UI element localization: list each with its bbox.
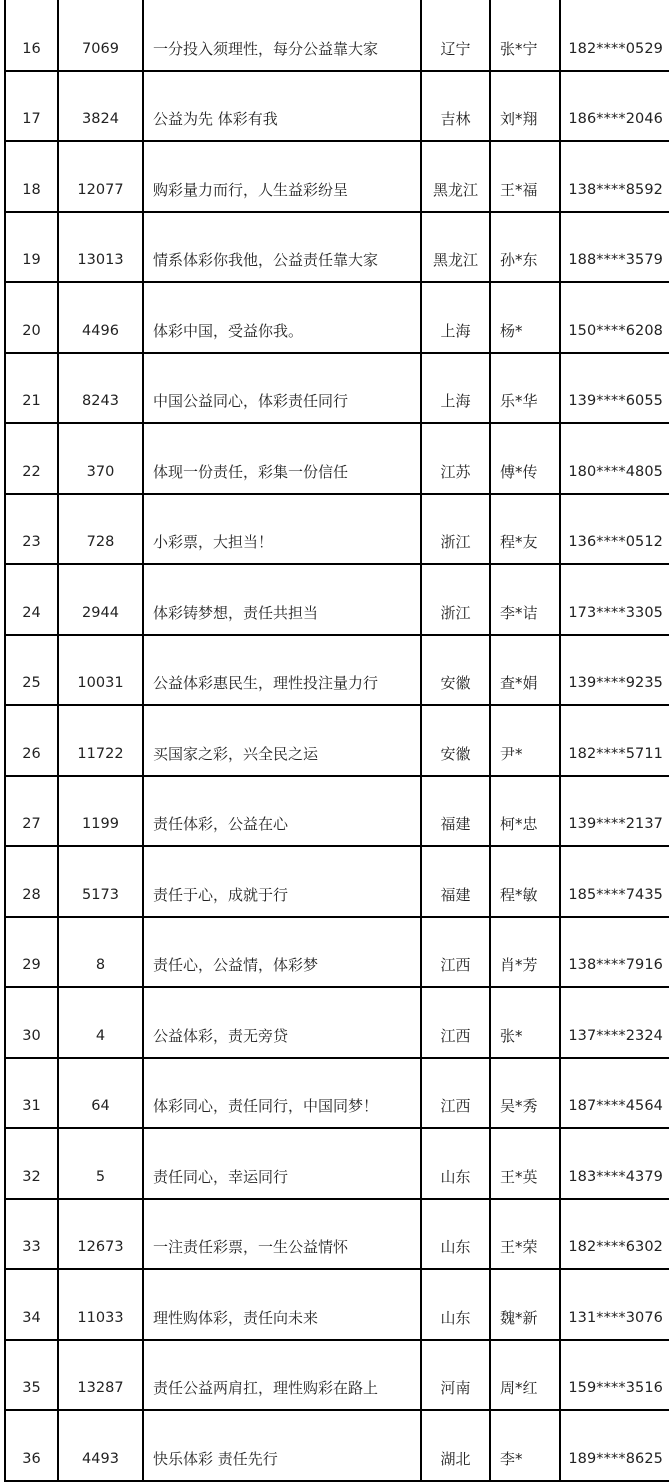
province-cell: 上海	[421, 353, 490, 424]
name-cell: 周*红	[490, 1340, 560, 1411]
province-cell: 山东	[421, 1269, 490, 1340]
table-row	[5, 423, 669, 494]
entry-number-cell: 13013	[58, 212, 143, 283]
entry-number-cell: 10031	[58, 635, 143, 706]
table-row	[5, 353, 669, 424]
province-cell: 浙江	[421, 494, 490, 565]
table-row	[5, 1128, 669, 1199]
province-cell: 安徽	[421, 635, 490, 706]
row-index-cell: 27	[5, 776, 58, 847]
table-row	[5, 1410, 669, 1481]
province-cell: 湖北	[421, 1410, 490, 1481]
row-index-cell: 35	[5, 1340, 58, 1411]
slogan-cell: 公益体彩，责无旁贷	[143, 987, 421, 1058]
entry-number-cell: 11722	[58, 705, 143, 776]
name-cell: 尹*	[490, 705, 560, 776]
slogan-cell: 小彩票，大担当！	[143, 494, 421, 565]
name-cell: 王*福	[490, 141, 560, 212]
row-index-cell: 32	[5, 1128, 58, 1199]
phone-cell: 182****5711	[560, 705, 669, 776]
entry-number-cell: 11033	[58, 1269, 143, 1340]
province-cell: 辽宁	[421, 0, 490, 71]
entry-number-cell: 4493	[58, 1410, 143, 1481]
entry-number-cell: 64	[58, 1058, 143, 1129]
province-cell: 江苏	[421, 423, 490, 494]
table-body	[5, 0, 669, 1481]
entry-number-cell: 8243	[58, 353, 143, 424]
phone-cell: 138****7916	[560, 917, 669, 988]
entry-number-cell: 728	[58, 494, 143, 565]
phone-cell: 185****7435	[560, 846, 669, 917]
entry-number-cell: 12673	[58, 1199, 143, 1270]
phone-cell: 139****2137	[560, 776, 669, 847]
province-cell: 黑龙江	[421, 141, 490, 212]
name-cell: 魏*新	[490, 1269, 560, 1340]
slogan-cell: 体彩中国，受益你我。	[143, 282, 421, 353]
slogan-cell: 体彩同心，责任同行，中国同梦！	[143, 1058, 421, 1129]
row-index-cell: 20	[5, 282, 58, 353]
slogan-cell: 购彩量力而行，人生益彩纷呈	[143, 141, 421, 212]
table-row	[5, 1269, 669, 1340]
phone-cell: 150****6208	[560, 282, 669, 353]
name-cell: 查*娟	[490, 635, 560, 706]
table-row	[5, 1199, 669, 1270]
slogan-cell: 公益体彩惠民生，理性投注量力行	[143, 635, 421, 706]
row-index-cell: 26	[5, 705, 58, 776]
row-index-cell: 33	[5, 1199, 58, 1270]
phone-cell: 186****2046	[560, 71, 669, 142]
phone-cell: 137****2324	[560, 987, 669, 1058]
name-cell: 吴*秀	[490, 1058, 560, 1129]
slogan-cell: 一注责任彩票，一生公益情怀	[143, 1199, 421, 1270]
entry-number-cell: 7069	[58, 0, 143, 71]
province-cell: 福建	[421, 846, 490, 917]
row-index-cell: 29	[5, 917, 58, 988]
province-cell: 福建	[421, 776, 490, 847]
row-index-cell: 34	[5, 1269, 58, 1340]
phone-cell: 159****3516	[560, 1340, 669, 1411]
phone-cell: 139****9235	[560, 635, 669, 706]
entry-number-cell: 2944	[58, 564, 143, 635]
name-cell: 柯*忠	[490, 776, 560, 847]
province-cell: 江西	[421, 987, 490, 1058]
phone-cell: 183****4379	[560, 1128, 669, 1199]
entry-number-cell: 3824	[58, 71, 143, 142]
phone-cell: 136****0512	[560, 494, 669, 565]
phone-cell: 131****3076	[560, 1269, 669, 1340]
slogan-cell: 理性购体彩，责任向未来	[143, 1269, 421, 1340]
province-cell: 吉林	[421, 71, 490, 142]
entry-number-cell: 5173	[58, 846, 143, 917]
table-row	[5, 494, 669, 565]
table-row	[5, 917, 669, 988]
table-row	[5, 0, 669, 71]
row-index-cell: 24	[5, 564, 58, 635]
province-cell: 上海	[421, 282, 490, 353]
slogan-cell: 责任于心，成就于行	[143, 846, 421, 917]
table-row	[5, 635, 669, 706]
province-cell: 山东	[421, 1128, 490, 1199]
phone-cell: 138****8592	[560, 141, 669, 212]
table-row	[5, 282, 669, 353]
name-cell: 张*宁	[490, 0, 560, 71]
slogan-cell: 买国家之彩，兴全民之运	[143, 705, 421, 776]
province-cell: 安徽	[421, 705, 490, 776]
entry-number-cell: 5	[58, 1128, 143, 1199]
row-index-cell: 30	[5, 987, 58, 1058]
table-row	[5, 564, 669, 635]
table-row	[5, 705, 669, 776]
name-cell: 李*诘	[490, 564, 560, 635]
row-index-cell: 19	[5, 212, 58, 283]
slogan-cell: 快乐体彩 责任先行	[143, 1410, 421, 1481]
phone-cell: 187****4564	[560, 1058, 669, 1129]
phone-cell: 189****8625	[560, 1410, 669, 1481]
row-index-cell: 22	[5, 423, 58, 494]
slogan-cell: 一分投入须理性，每分公益靠大家	[143, 0, 421, 71]
phone-cell: 182****0529	[560, 0, 669, 71]
entry-number-cell: 13287	[58, 1340, 143, 1411]
row-index-cell: 23	[5, 494, 58, 565]
entry-number-cell: 4	[58, 987, 143, 1058]
slogan-cell: 公益为先 体彩有我	[143, 71, 421, 142]
name-cell: 乐*华	[490, 353, 560, 424]
province-cell: 江西	[421, 917, 490, 988]
row-index-cell: 31	[5, 1058, 58, 1129]
name-cell: 傅*传	[490, 423, 560, 494]
entry-number-cell: 4496	[58, 282, 143, 353]
table-row	[5, 987, 669, 1058]
slogan-cell: 责任同心，幸运同行	[143, 1128, 421, 1199]
phone-cell: 180****4805	[560, 423, 669, 494]
name-cell: 肖*芳	[490, 917, 560, 988]
slogan-cell: 情系体彩你我他，公益责任靠大家	[143, 212, 421, 283]
table-row	[5, 846, 669, 917]
entry-number-cell: 370	[58, 423, 143, 494]
name-cell: 刘*翔	[490, 71, 560, 142]
name-cell: 王*荣	[490, 1199, 560, 1270]
row-index-cell: 36	[5, 1410, 58, 1481]
province-cell: 河南	[421, 1340, 490, 1411]
entry-number-cell: 12077	[58, 141, 143, 212]
table-row	[5, 141, 669, 212]
name-cell: 程*友	[490, 494, 560, 565]
slogan-cell: 体现一份责任，彩集一份信任	[143, 423, 421, 494]
phone-cell: 139****6055	[560, 353, 669, 424]
name-cell: 王*英	[490, 1128, 560, 1199]
province-cell: 黑龙江	[421, 212, 490, 283]
row-index-cell: 28	[5, 846, 58, 917]
name-cell: 李*	[490, 1410, 560, 1481]
table-row	[5, 776, 669, 847]
slogan-cell: 体彩铸梦想，责任共担当	[143, 564, 421, 635]
winners-table	[4, 0, 669, 1482]
province-cell: 山东	[421, 1199, 490, 1270]
row-index-cell: 25	[5, 635, 58, 706]
province-cell: 江西	[421, 1058, 490, 1129]
province-cell: 浙江	[421, 564, 490, 635]
phone-cell: 182****6302	[560, 1199, 669, 1270]
winners-table-sheet	[4, 0, 669, 1484]
slogan-cell: 中国公益同心，体彩责任同行	[143, 353, 421, 424]
phone-cell: 188****3579	[560, 212, 669, 283]
slogan-cell: 责任体彩，公益在心	[143, 776, 421, 847]
row-index-cell: 17	[5, 71, 58, 142]
table-row	[5, 1340, 669, 1411]
row-index-cell: 18	[5, 141, 58, 212]
slogan-cell: 责任心，公益情，体彩梦	[143, 917, 421, 988]
name-cell: 杨*	[490, 282, 560, 353]
row-index-cell: 21	[5, 353, 58, 424]
entry-number-cell: 1199	[58, 776, 143, 847]
slogan-cell: 责任公益两肩扛，理性购彩在路上	[143, 1340, 421, 1411]
table-row	[5, 1058, 669, 1129]
name-cell: 张*	[490, 987, 560, 1058]
entry-number-cell: 8	[58, 917, 143, 988]
name-cell: 孙*东	[490, 212, 560, 283]
name-cell: 程*敏	[490, 846, 560, 917]
phone-cell: 173****3305	[560, 564, 669, 635]
row-index-cell: 16	[5, 0, 58, 71]
table-row	[5, 212, 669, 283]
table-row	[5, 71, 669, 142]
